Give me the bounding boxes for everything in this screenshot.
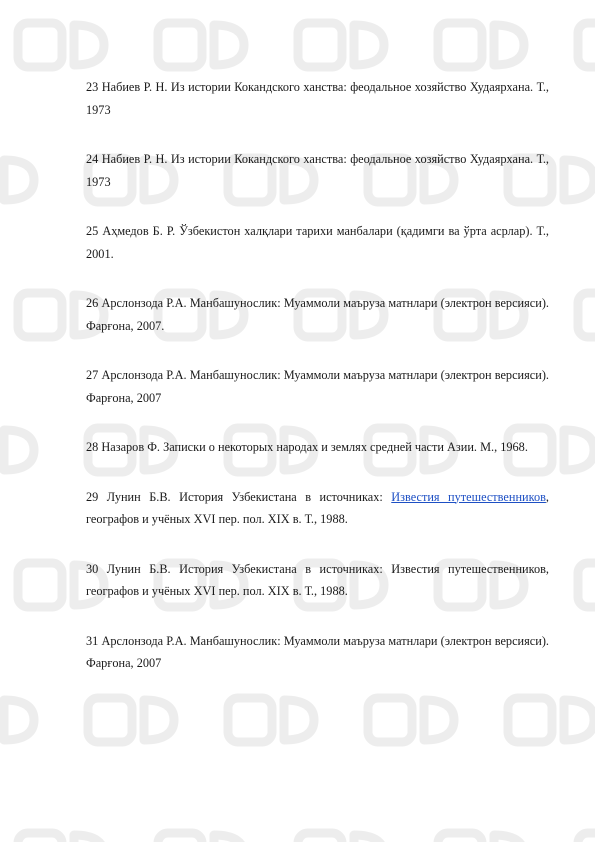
- watermark-mark: [298, 833, 342, 842]
- watermark-mark: [564, 160, 594, 200]
- watermark-mark: [578, 23, 595, 67]
- reference-list: [86, 76, 549, 675]
- watermark-mark: [228, 698, 272, 742]
- reference-item: 25 Аҳмедов Б. Р. Ўзбекистон халқлари тарихи манбалари (қадимги ва ўрта асрлар). Т., 2001.: [86, 224, 549, 261]
- watermark-mark: [424, 700, 454, 740]
- reference-text: 29 Лунин Б.В. История Узбекистана в источниках:: [86, 489, 392, 504]
- watermark-mark: [214, 25, 244, 65]
- watermark-mark: [88, 698, 132, 742]
- watermark-mark: [578, 833, 595, 842]
- watermark-mark: [368, 698, 412, 742]
- reference-item: 27 Арслонзода Р.А. Манбашунослик: Муаммоли маъруза матнлари (электрон версияси). Фарғона, 2007: [86, 368, 549, 405]
- reference-link[interactable]: Известия путешественников: [391, 489, 546, 504]
- watermark-mark: [4, 700, 34, 740]
- watermark-mark: [18, 23, 62, 67]
- watermark-mark: [508, 698, 552, 742]
- watermark-mark: [438, 833, 482, 842]
- reference-item: 28 Назаров Ф. Записки о некоторых народах и землях средней части Азии. М., 1968.: [86, 440, 528, 454]
- reference-item: 26 Арслонзода Р.А. Манбашунослик: Муаммоли маъруза матнлари (электрон версияси). Фарғона, 2007.: [86, 296, 549, 333]
- reference-item: 23 Набиев Р. Н. Из истории Кокандского ханства: феодальное хозяйство Худаярхана. Т., 1973: [86, 80, 549, 117]
- watermark-mark: [438, 23, 482, 67]
- watermark-mark: [144, 700, 174, 740]
- reference-item: 31 Арслонзода Р.А. Манбашунослик: Муаммоли маъруза матнлари (электрон версияси). Фарғона, 2007: [86, 633, 549, 670]
- watermark-mark: [564, 700, 594, 740]
- watermark-mark: [214, 835, 244, 842]
- watermark-mark: [564, 430, 594, 470]
- watermark-mark: [494, 25, 524, 65]
- watermark-mark: [284, 700, 314, 740]
- watermark-mark: [578, 563, 595, 607]
- watermark-mark: [494, 835, 524, 842]
- watermark-mark: [74, 835, 104, 842]
- watermark-mark: [4, 430, 34, 470]
- watermark-mark: [354, 835, 384, 842]
- watermark-mark: [298, 23, 342, 67]
- reference-text: , географов и учёных XVI пер. пол. XIX в. Т., 1988.: [86, 489, 549, 526]
- reference-item: 30 Лунин Б.В. История Узбекистана в источниках: Известия путешественников, географов и учёных XVI пер. пол. XIX в. Т., 1988.: [86, 561, 549, 598]
- watermark-mark: [354, 25, 384, 65]
- watermark-mark: [74, 25, 104, 65]
- watermark-mark: [18, 563, 62, 607]
- reference-item: 24 Набиев Р. Н. Из истории Кокандского ханства: феодальное хозяйство Худаярхана. Т., 1973: [86, 152, 549, 189]
- watermark-mark: [18, 833, 62, 842]
- watermark-mark: [4, 160, 34, 200]
- watermark-mark: [158, 833, 202, 842]
- watermark-mark: [18, 293, 62, 337]
- reference-item: [86, 486, 549, 531]
- watermark-mark: [578, 293, 595, 337]
- watermark-mark: [158, 23, 202, 67]
